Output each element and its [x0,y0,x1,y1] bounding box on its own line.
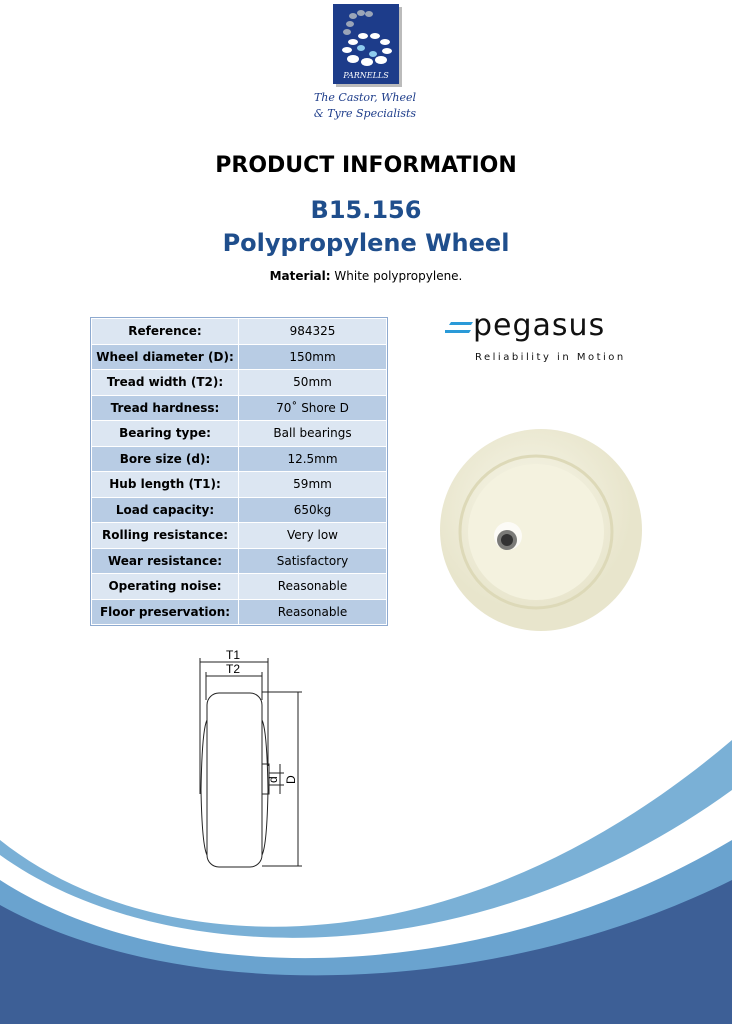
spec-row [92,599,387,625]
spec-label: Tread hardness: [92,395,239,421]
spec-row [92,446,387,472]
spec-row [92,319,387,345]
spec-value: 150mm [239,344,387,370]
material-value: White polypropylene. [334,269,463,283]
spec-value: 70˚ Shore D [239,395,387,421]
page-heading: PRODUCT INFORMATION [215,153,517,178]
pegasus-stripes-icon [445,316,475,346]
product-code: B15.156 [310,196,422,224]
product-name: Polypropylene Wheel [222,229,510,257]
parnells-logo: PARNELLS [333,4,399,84]
spec-value: 984325 [239,319,387,345]
wheel-photo [438,428,644,634]
spec-label: Bore size (d): [92,446,239,472]
tagline-line-2: & Tyre Specialists [313,107,417,120]
spec-value: 59mm [239,472,387,498]
pegasus-tagline: Reliability in Motion [475,352,626,363]
label-t2: T2 [226,662,241,676]
spec-row [92,497,387,523]
pegasus-wordmark: pegasus [473,308,606,343]
spec-value: Satisfactory [239,548,387,574]
spec-value: Ball bearings [239,421,387,447]
decorative-wave-footer [0,730,732,1024]
label-bore-d: d [266,776,280,783]
material-line [0,269,732,283]
label-t1: T1 [226,648,241,662]
spec-table [91,318,387,625]
spec-label: Floor preservation: [92,599,239,625]
label-diameter-D: D [284,775,298,784]
spec-label: Operating noise: [92,574,239,600]
spec-label: Hub length (T1): [92,472,239,498]
spec-row [92,395,387,421]
spec-label: Wheel diameter (D): [92,344,239,370]
material-label: Material: [269,269,331,283]
logo-circles-icon [333,4,399,70]
tagline-line-1: The Castor, Wheel [313,91,417,104]
spec-row [92,574,387,600]
spec-value: Reasonable [239,599,387,625]
spec-value: 50mm [239,370,387,396]
spec-row [92,548,387,574]
spec-row [92,523,387,549]
spec-label: Bearing type: [92,421,239,447]
spec-label: Tread width (T2): [92,370,239,396]
spec-row [92,421,387,447]
spec-value: Reasonable [239,574,387,600]
spec-value: 650kg [239,497,387,523]
spec-label: Wear resistance: [92,548,239,574]
logo-tagline [300,90,430,122]
spec-label: Reference: [92,319,239,345]
spec-row [92,344,387,370]
spec-value: Very low [239,523,387,549]
spec-label: Load capacity: [92,497,239,523]
spec-row [92,370,387,396]
spec-value: 12.5mm [239,446,387,472]
spec-row [92,472,387,498]
spec-label: Rolling resistance: [92,523,239,549]
